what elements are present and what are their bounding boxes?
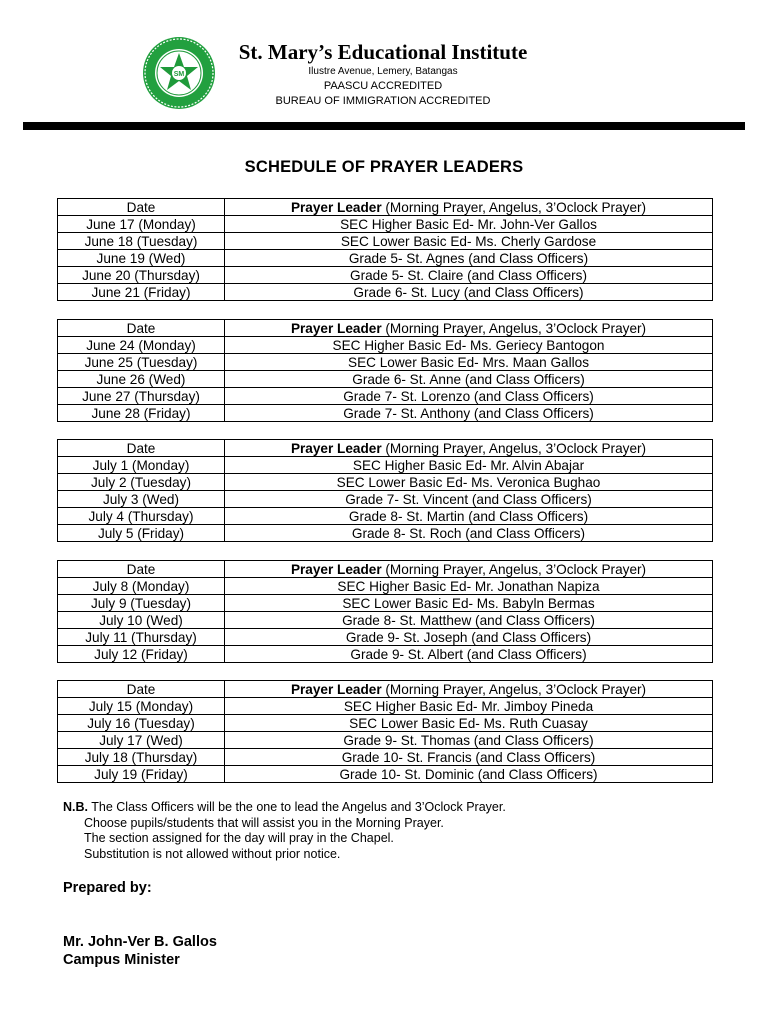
date-cell: July 12 (Friday) — [58, 646, 225, 663]
prayer-leader-label: Prayer Leader — [290, 440, 382, 456]
date-cell: July 8 (Monday) — [58, 578, 225, 595]
prayer-leader-cell: SEC Higher Basic Ed- Mr. John-Ver Gallos — [225, 216, 713, 233]
date-cell: July 3 (Wed) — [58, 491, 225, 508]
prayer-leader-cell: Grade 8- St. Matthew (and Class Officers) — [225, 612, 713, 629]
table-row — [58, 233, 713, 250]
prayer-leader-column-header — [225, 320, 713, 337]
date-cell: July 11 (Thursday) — [58, 629, 225, 646]
prayer-leader-cell: Grade 7- St. Vincent (and Class Officers) — [225, 491, 713, 508]
prayer-leader-cell: Grade 9- St. Albert (and Class Officers) — [225, 646, 713, 663]
date-cell: July 16 (Tuesday) — [58, 715, 225, 732]
table-row — [58, 612, 713, 629]
prayer-leader-column-header — [225, 440, 713, 457]
date-cell: July 15 (Monday) — [58, 698, 225, 715]
prayer-leader-cell: SEC Lower Basic Ed- Ms. Veronica Bughao — [225, 474, 713, 491]
date-column-header: Date — [58, 199, 225, 216]
prayer-leader-label: Prayer Leader — [290, 199, 382, 215]
signer-position: Campus Minister — [63, 952, 180, 968]
table-row — [58, 354, 713, 371]
prayer-leader-note: (Morning Prayer, Angelus, 3’Oclock Prayer) — [381, 199, 647, 215]
date-cell: July 2 (Tuesday) — [58, 474, 225, 491]
note-line: Choose pupils/students that will assist you in the Morning Prayer. — [84, 815, 444, 830]
prayer-leader-label: Prayer Leader — [290, 320, 382, 336]
date-cell: June 27 (Thursday) — [58, 388, 225, 405]
prayer-leader-column-header — [225, 561, 713, 578]
prayer-leader-note: (Morning Prayer, Angelus, 3’Oclock Prayer) — [381, 440, 647, 456]
document-title: SCHEDULE OF PRAYER LEADERS — [244, 158, 524, 176]
table-row — [58, 629, 713, 646]
prayer-leader-cell: Grade 9- St. Joseph (and Class Officers) — [225, 629, 713, 646]
date-cell: June 19 (Wed) — [58, 250, 225, 267]
signer-name: Mr. John-Ver B. Gallos — [63, 934, 217, 950]
prayer-leader-cell: Grade 9- St. Thomas (and Class Officers) — [225, 732, 713, 749]
date-cell: July 9 (Tuesday) — [58, 595, 225, 612]
prayer-leader-cell: Grade 7- St. Anthony (and Class Officers) — [225, 405, 713, 422]
date-cell: June 24 (Monday) — [58, 337, 225, 354]
table-row — [58, 250, 713, 267]
table-row — [58, 337, 713, 354]
school-seal-icon — [142, 36, 216, 110]
table-row — [58, 766, 713, 783]
prayer-leader-cell: Grade 6- St. Lucy (and Class Officers) — [225, 284, 713, 301]
prayer-leader-cell: Grade 5- St. Agnes (and Class Officers) — [225, 250, 713, 267]
header-divider — [23, 122, 745, 130]
table-header-row — [58, 681, 713, 698]
table-row — [58, 267, 713, 284]
date-cell: July 4 (Thursday) — [58, 508, 225, 525]
prayer-leader-cell: SEC Lower Basic Ed- Mrs. Maan Gallos — [225, 354, 713, 371]
prayer-leader-cell: SEC Higher Basic Ed- Mr. Jonathan Napiza — [225, 578, 713, 595]
accreditation-immigration: BUREAU OF IMMIGRATION ACCREDITED — [275, 95, 491, 107]
table-row — [58, 405, 713, 422]
date-column-header: Date — [58, 440, 225, 457]
prayer-leader-cell: Grade 8- St. Roch (and Class Officers) — [225, 525, 713, 542]
prayer-leader-cell: Grade 5- St. Claire (and Class Officers) — [225, 267, 713, 284]
prayer-leader-cell: SEC Lower Basic Ed- Ms. Ruth Cuasay — [225, 715, 713, 732]
date-column-header: Date — [58, 320, 225, 337]
prayer-leader-note: (Morning Prayer, Angelus, 3’Oclock Prayer) — [381, 561, 647, 577]
table-row — [58, 474, 713, 491]
seal-monogram: SM — [173, 71, 185, 78]
notes-label: N.B. — [63, 800, 88, 814]
date-cell: June 17 (Monday) — [58, 216, 225, 233]
school-address: Ilustre Avenue, Lemery, Batangas — [308, 66, 458, 77]
table-row — [58, 508, 713, 525]
prayer-leader-cell: SEC Higher Basic Ed- Mr. Jimboy Pineda — [225, 698, 713, 715]
school-name: St. Mary’s Educational Institute — [238, 40, 528, 64]
table-row — [58, 284, 713, 301]
date-cell: July 17 (Wed) — [58, 732, 225, 749]
date-cell: July 5 (Friday) — [58, 525, 225, 542]
date-cell: July 10 (Wed) — [58, 612, 225, 629]
prayer-leader-cell: SEC Lower Basic Ed- Ms. Cherly Gardose — [225, 233, 713, 250]
prayer-leader-column-header — [225, 199, 713, 216]
table-header-row — [58, 199, 713, 216]
date-cell: June 28 (Friday) — [58, 405, 225, 422]
schedule-table-week-5 — [57, 680, 713, 783]
prayer-leader-column-header — [225, 681, 713, 698]
notes — [63, 800, 506, 862]
date-cell: June 26 (Wed) — [58, 371, 225, 388]
table-row — [58, 371, 713, 388]
date-cell: July 1 (Monday) — [58, 457, 225, 474]
table-header-row — [58, 320, 713, 337]
note-line: Substitution is not allowed without prior notice. — [84, 846, 341, 861]
table-row — [58, 698, 713, 715]
prayer-leader-cell: Grade 10- St. Francis (and Class Officers) — [225, 749, 713, 766]
table-row — [58, 595, 713, 612]
table-row — [58, 578, 713, 595]
table-row — [58, 491, 713, 508]
note-line: The Class Officers will be the one to lead the Angelus and 3’Oclock Prayer. — [88, 800, 506, 814]
prayer-leader-cell: Grade 6- St. Anne (and Class Officers) — [225, 371, 713, 388]
date-cell: June 20 (Thursday) — [58, 267, 225, 284]
table-header-row — [58, 440, 713, 457]
date-column-header: Date — [58, 561, 225, 578]
date-cell: June 18 (Tuesday) — [58, 233, 225, 250]
table-row — [58, 646, 713, 663]
table-header-row — [58, 561, 713, 578]
schedule-table-week-4 — [57, 560, 713, 663]
date-cell: June 21 (Friday) — [58, 284, 225, 301]
prayer-leader-cell: SEC Higher Basic Ed- Ms. Geriecy Bantogon — [225, 337, 713, 354]
prepared-by-label: Prepared by: — [63, 880, 152, 896]
table-row — [58, 715, 713, 732]
prayer-leader-cell: Grade 10- St. Dominic (and Class Officers) — [225, 766, 713, 783]
table-row — [58, 749, 713, 766]
date-cell: June 25 (Tuesday) — [58, 354, 225, 371]
letterhead — [0, 0, 768, 140]
table-row — [58, 732, 713, 749]
schedule-table-week-3 — [57, 439, 713, 542]
table-row — [58, 216, 713, 233]
date-cell: July 18 (Thursday) — [58, 749, 225, 766]
accreditation-paascu: PAASCU ACCREDITED — [323, 80, 443, 92]
note-line: The section assigned for the day will pray in the Chapel. — [84, 831, 394, 845]
prayer-leader-cell: SEC Lower Basic Ed- Ms. Babyln Bermas — [225, 595, 713, 612]
date-cell: July 19 (Friday) — [58, 766, 225, 783]
prayer-leader-cell: Grade 8- St. Martin (and Class Officers) — [225, 508, 713, 525]
table-row — [58, 388, 713, 405]
prayer-leader-note: (Morning Prayer, Angelus, 3’Oclock Prayer) — [381, 320, 647, 336]
table-row — [58, 457, 713, 474]
prayer-leader-cell: Grade 7- St. Lorenzo (and Class Officers) — [225, 388, 713, 405]
schedule-table-week-2 — [57, 319, 713, 422]
table-row — [58, 525, 713, 542]
prayer-leader-label: Prayer Leader — [290, 681, 382, 697]
date-column-header: Date — [58, 681, 225, 698]
prayer-leader-cell: SEC Higher Basic Ed- Mr. Alvin Abajar — [225, 457, 713, 474]
prayer-leader-note: (Morning Prayer, Angelus, 3’Oclock Prayer) — [381, 681, 647, 697]
prayer-leader-label: Prayer Leader — [290, 561, 382, 577]
schedule-table-week-1 — [57, 198, 713, 301]
